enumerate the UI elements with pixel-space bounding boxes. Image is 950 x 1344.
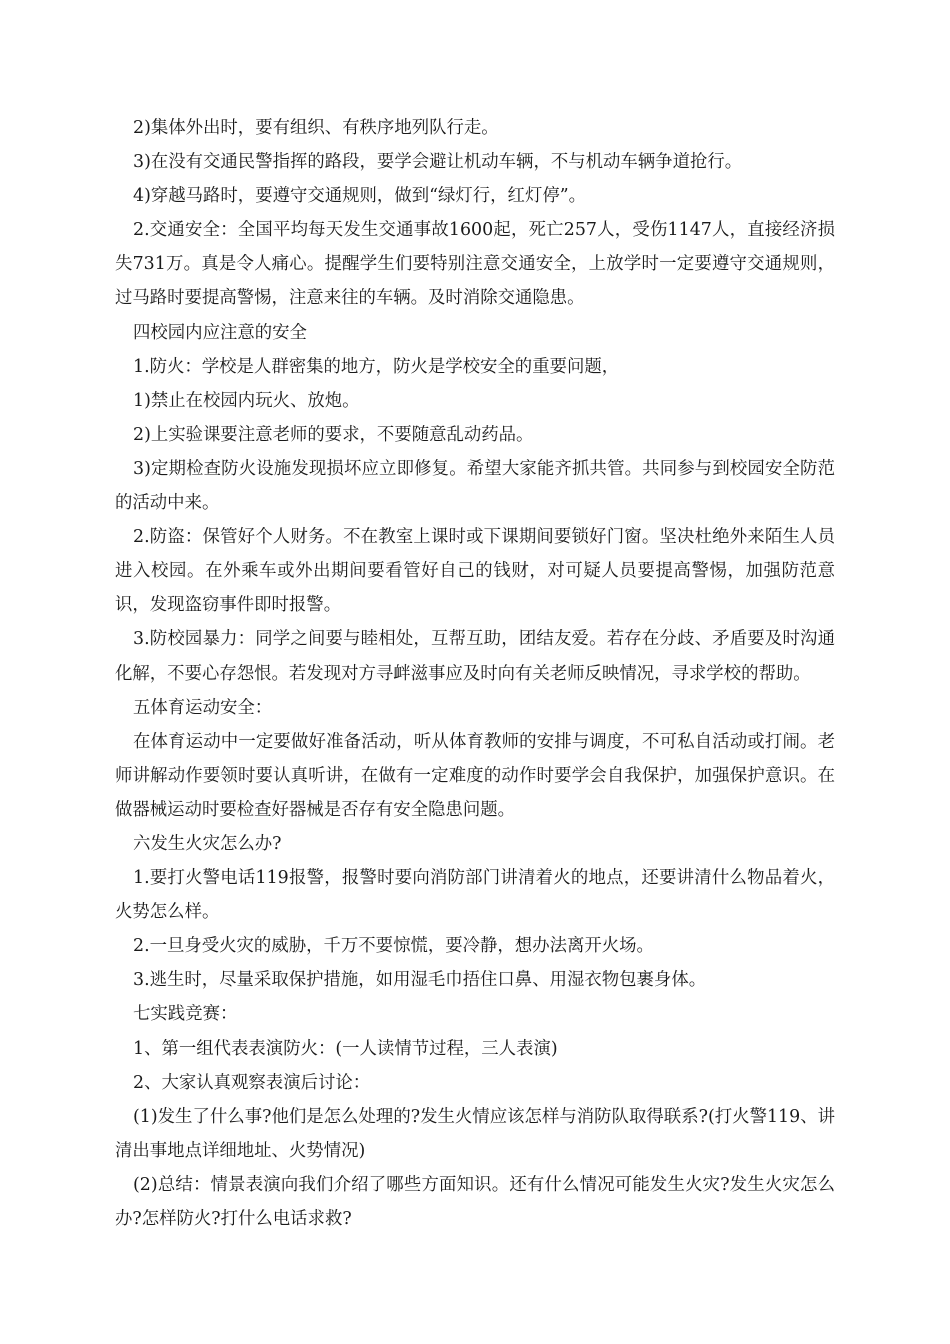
- paragraph-group-outing: 2)集体外出时，要有组织、有秩序地列队行走。: [133, 118, 499, 138]
- paragraph-yield-vehicles: 3)在没有交通民警指挥的路段，要学会避让机动车辆，不与机动车辆争道抢行。: [133, 152, 743, 173]
- section-heading-campus-safety: 四校园内应注意的安全: [133, 322, 307, 343]
- paragraph-fire-prevention: 1.防火：学校是人群密集的地方，防火是学校安全的重要问题，: [133, 356, 620, 377]
- paragraph-sports-activity: 在体育运动中一定要做好准备活动，听从体育教师的安排与调度，不可私自活动或打闹。老师讲解动作要领时要认真听讲，在做有一定难度的动作时要学会自我保护，加强保护意识。在做器械运动时要检查好器械是否存有安全隐患问题。: [115, 731, 835, 820]
- paragraph-crossing-road: 4)穿越马路时，要遵守交通规则，做到“绿灯行，红灯停”。: [133, 186, 587, 207]
- paragraph-stay-calm: 2.一旦身受火灾的威胁，千万不要惊慌，要冷静，想办法离开火场。: [133, 936, 654, 957]
- paragraph-call-119: 1.要打火警电话119报警，报警时要向消防部门讲清着火的地点，还要讲清什么物品着火，火势怎么样。: [115, 868, 835, 923]
- paragraph-traffic-safety: 2.交通安全：全国平均每天发生交通事故1600起，死亡257人，受伤1147人，直接经济损失731万。真是令人痛心。提醒学生们要特别注意交通安全，上放学时一定要遵守交通规则，过马路时要提高警惕，注意来往的车辆。及时消除交通隐患。: [115, 220, 835, 309]
- paragraph-summary: (2)总结：情景表演向我们介绍了哪些方面知识。还有什么情况可能发生火灾?发生火灾怎么办?怎样防火?打什么电话求救?: [115, 1174, 835, 1229]
- paragraph-theft-prevention: 2.防盗：保管好个人财务。不在教室上课时或下课期间要锁好门窗。坚决杜绝外来陌生人员进入校园。在外乘车或外出期间要看管好自己的钱财，对可疑人员要提高警惕，加强防范意识，发现盗窃事件即时报警。: [115, 527, 835, 616]
- paragraph-escape: 3.逃生时，尽量采取保护措施，如用湿毛巾捂住口鼻、用湿衣物包裹身体。: [133, 970, 707, 991]
- paragraph-question-1: (1)发生了什么事?他们是怎么处理的?发生火情应该怎样与消防队取得联系?(打火警119、讲清出事地点详细地址、火势情况): [115, 1106, 835, 1161]
- paragraph-discussion: 2、大家认真观察表演后讨论：: [133, 1072, 371, 1093]
- paragraph-campus-violence: 3.防校园暴力：同学之间要与睦相处，互帮互助，团结友爱。若存在分歧、矛盾要及时沟通化解，不要心存怨恨。若发现对方寻衅滋事应及时向有关老师反映情况，寻求学校的帮助。: [115, 629, 835, 684]
- paragraph-no-fire-play: 1)禁止在校园内玩火、放炮。: [133, 390, 360, 411]
- section-heading-practice: 七实践竞赛：: [133, 1004, 238, 1025]
- document-body: [115, 111, 835, 1236]
- section-heading-fire-emergency: 六发生火灾怎么办?: [133, 833, 282, 854]
- paragraph-group-performance: 1、第一组代表表演防火：(一人读情节过程，三人表演): [133, 1038, 558, 1059]
- section-heading-sports-safety: 五体育运动安全：: [133, 697, 273, 718]
- paragraph-inspect-facilities: 3)定期检查防火设施发现损坏应立即修复。希望大家能齐抓共管。共同参与到校园安全防范的活动中来。: [115, 458, 835, 514]
- paragraph-lab-class: 2)上实验课要注意老师的要求，不要随意乱动药品。: [133, 424, 534, 445]
